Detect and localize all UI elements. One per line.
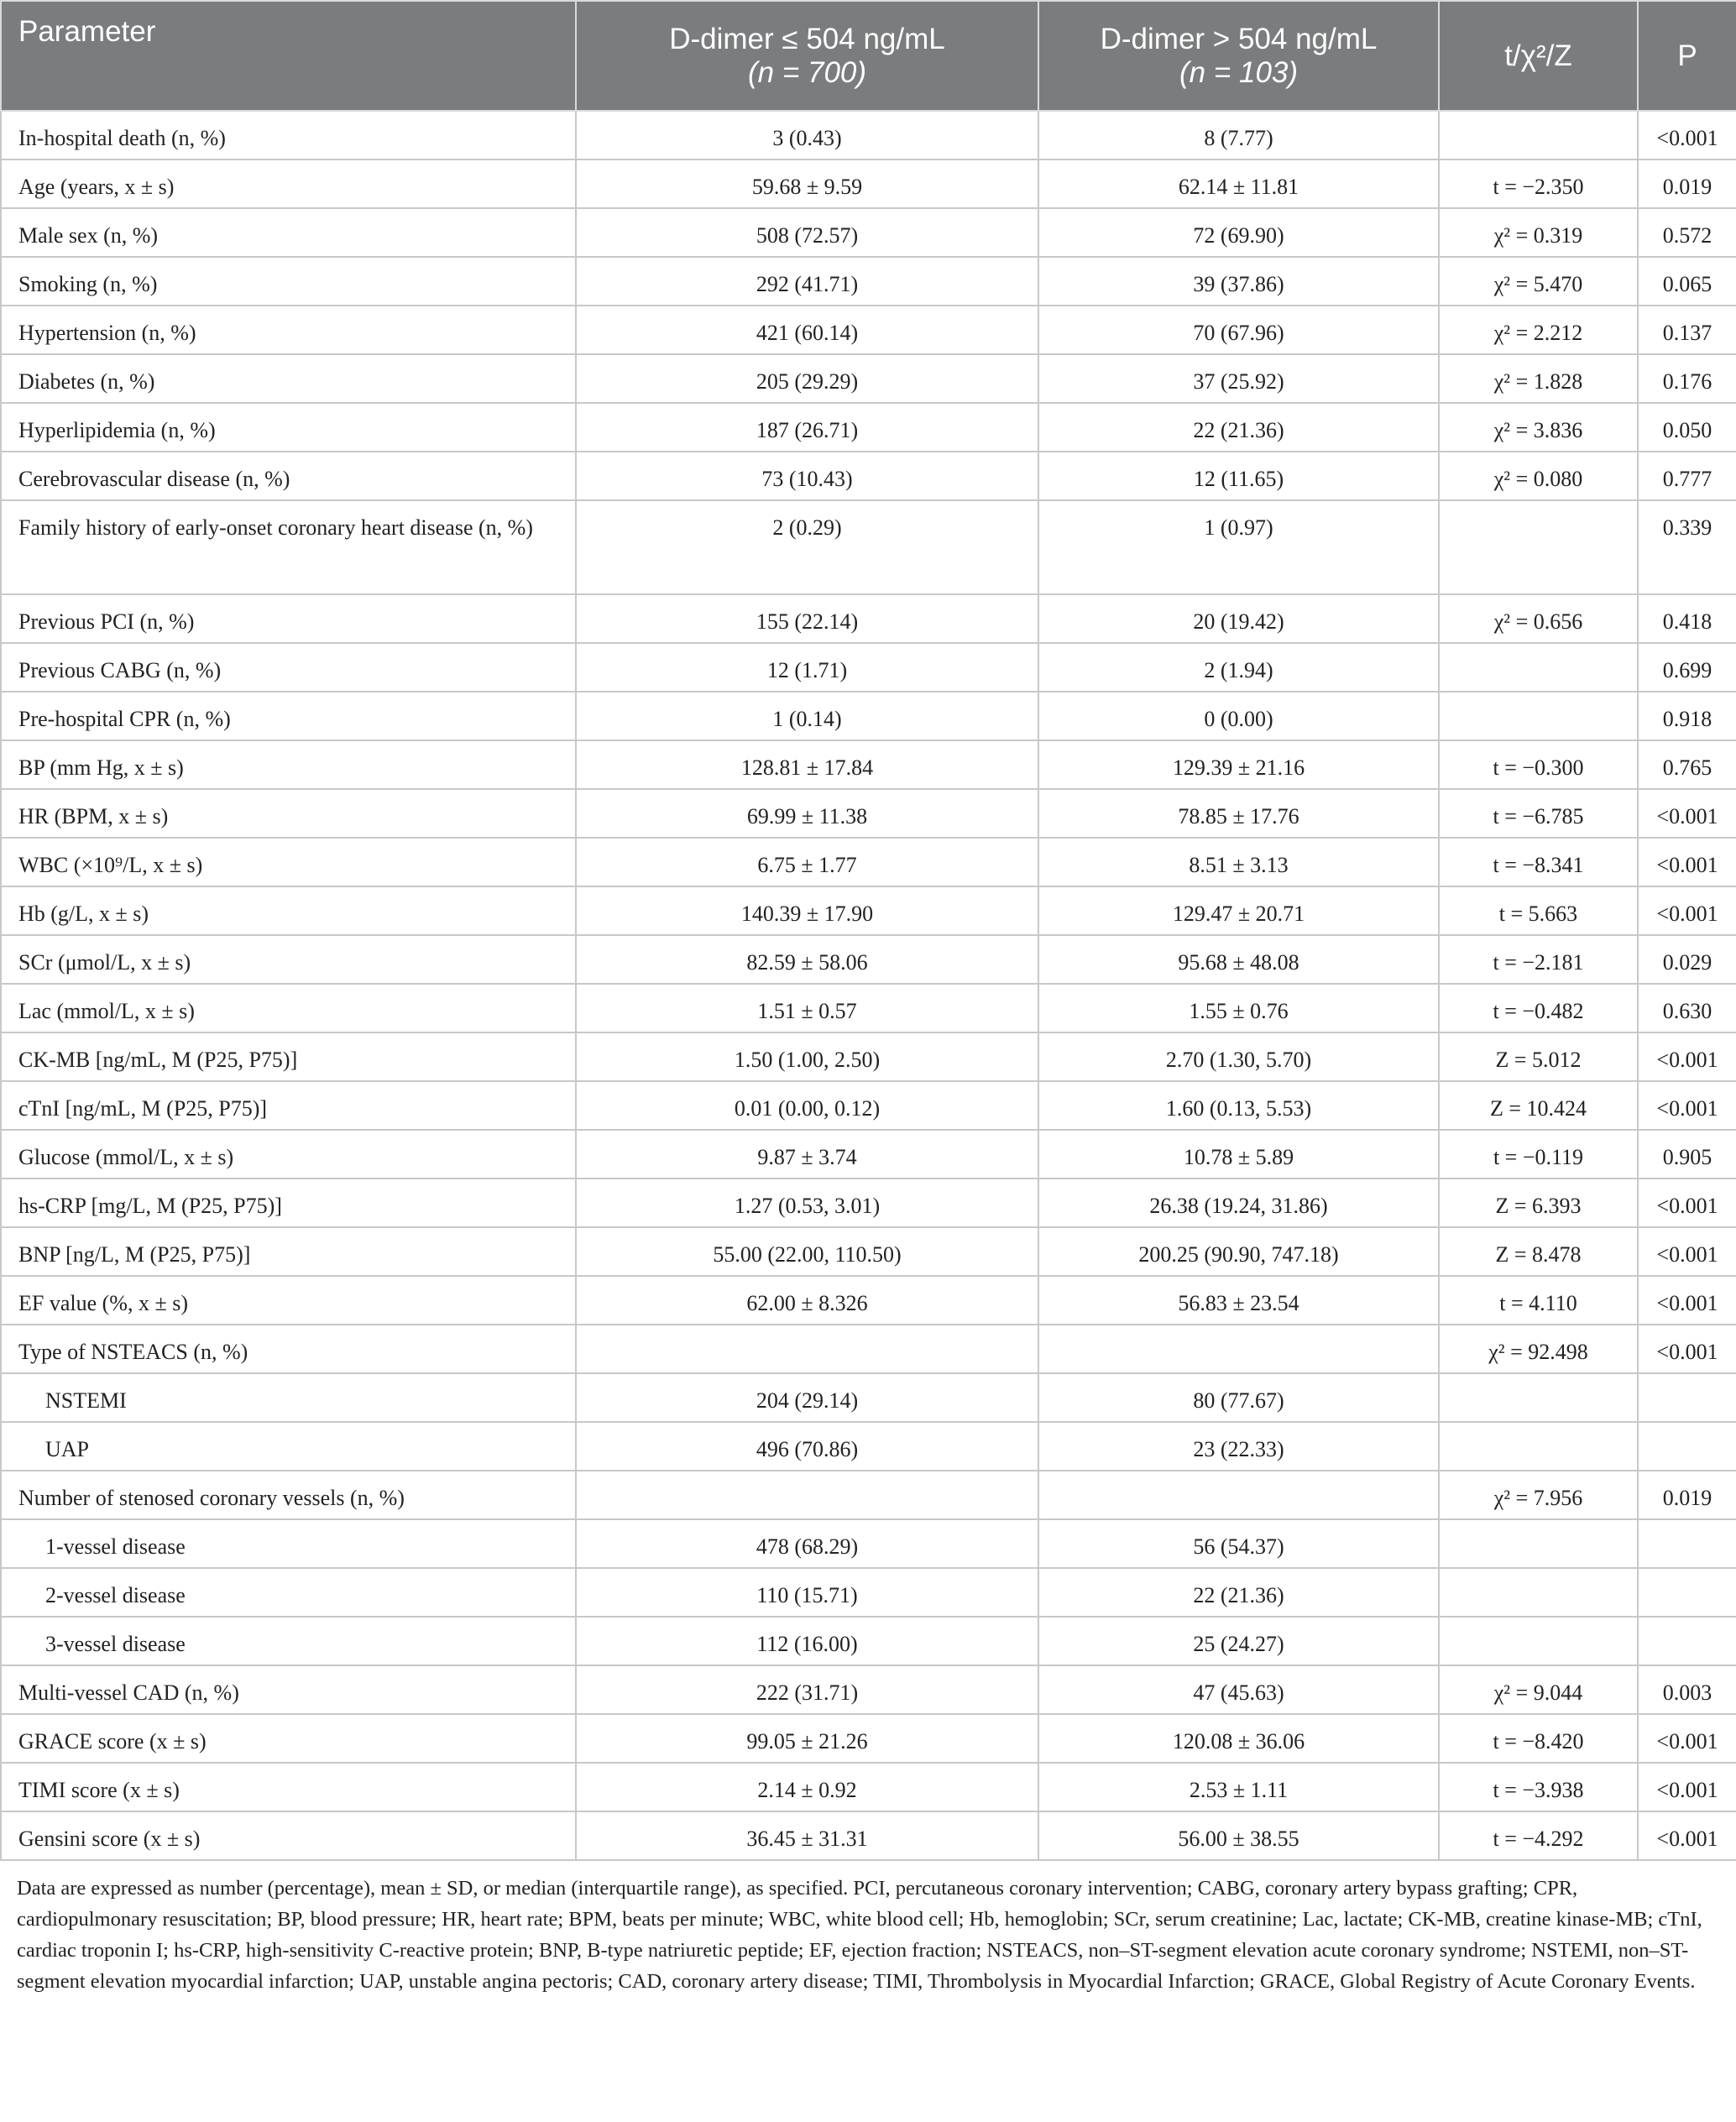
high-ddimer-value-cell: 80 (77.67) — [1038, 1373, 1439, 1422]
test-statistic-cell: χ² = 9.044 — [1439, 1665, 1638, 1714]
test-statistic-cell — [1439, 111, 1638, 159]
p-value-cell: 0.137 — [1638, 306, 1736, 354]
table-row — [1, 306, 1736, 354]
table-header — [1, 1, 1736, 111]
test-statistic-cell — [1439, 1373, 1638, 1422]
p-value-cell: <0.001 — [1638, 1325, 1736, 1373]
high-ddimer-value-cell: 70 (67.96) — [1038, 306, 1439, 354]
test-statistic-cell: Z = 6.393 — [1439, 1179, 1638, 1227]
table-row — [1, 1422, 1736, 1471]
p-value-cell: <0.001 — [1638, 838, 1736, 886]
high-ddimer-value-cell: 56.00 ± 38.55 — [1038, 1811, 1439, 1860]
test-statistic-cell: χ² = 5.470 — [1439, 257, 1638, 306]
parameter-cell: cTnI [ng/mL, M (P25, P75)] — [1, 1081, 576, 1130]
low-ddimer-value-cell: 478 (68.29) — [576, 1519, 1038, 1568]
table-row — [1, 354, 1736, 403]
parameter-cell: Hyperlipidemia (n, %) — [1, 403, 576, 452]
low-ddimer-value-cell: 140.39 ± 17.90 — [576, 886, 1038, 935]
p-value-cell: <0.001 — [1638, 1032, 1736, 1081]
test-statistic-cell — [1439, 1617, 1638, 1665]
p-value-cell: <0.001 — [1638, 886, 1736, 935]
test-statistic-cell: t = 4.110 — [1439, 1276, 1638, 1325]
low-ddimer-value-cell: 204 (29.14) — [576, 1373, 1038, 1422]
p-value-cell: 0.029 — [1638, 935, 1736, 984]
parameter-cell: WBC (×10⁹/L, x ± s) — [1, 838, 576, 886]
p-value-cell: <0.001 — [1638, 1276, 1736, 1325]
high-ddimer-value-cell: 2.53 ± 1.11 — [1038, 1763, 1439, 1811]
table-row — [1, 935, 1736, 984]
high-ddimer-value-cell: 1.55 ± 0.76 — [1038, 984, 1439, 1032]
table-row — [1, 1130, 1736, 1179]
table-row — [1, 208, 1736, 257]
test-statistic-cell — [1439, 643, 1638, 692]
test-statistic-cell: t = −8.420 — [1439, 1714, 1638, 1763]
p-value-cell: 0.065 — [1638, 257, 1736, 306]
p-value-cell: 0.699 — [1638, 643, 1736, 692]
table-row — [1, 1519, 1736, 1568]
table-row — [1, 1763, 1736, 1811]
test-statistic-cell: t = −3.938 — [1439, 1763, 1638, 1811]
low-ddimer-value-cell: 82.59 ± 58.06 — [576, 935, 1038, 984]
parameter-cell: Pre-hospital CPR (n, %) — [1, 692, 576, 740]
table-row — [1, 789, 1736, 838]
low-ddimer-value-cell: 6.75 ± 1.77 — [576, 838, 1038, 886]
high-ddimer-value-cell: 20 (19.42) — [1038, 594, 1439, 643]
table-row — [1, 111, 1736, 159]
high-ddimer-value-cell: 78.85 ± 17.76 — [1038, 789, 1439, 838]
test-statistic-cell: χ² = 0.319 — [1439, 208, 1638, 257]
high-ddimer-value-cell: 62.14 ± 11.81 — [1038, 159, 1439, 208]
test-statistic-cell — [1439, 1422, 1638, 1471]
p-value-cell: <0.001 — [1638, 1763, 1736, 1811]
table-footnote: Data are expressed as number (percentage), mean ± SD, or median (interquartile range), as specified. PCI, percutaneous coronary intervention; CABG, coronary artery bypass grafting; CPR, cardiopulmonary resuscitation; BP, blood pressure; HR, heart rate; BPM, beats per minute; WBC, white blood cell; Hb, hemoglobin; SCr, serum creatinine; Lac, lactate; CK-MB, creatine kinase-MB; cTnI, cardiac troponin I; hs-CRP, high-sensitivity C-reactive protein; BNP, B-type natriuretic peptide; EF, ejection fraction; NSTEACS, non–ST-segment elevation acute coronary syndrome; NSTEMI, non–ST-segment elevation myocardial infarction; UAP, unstable angina pectoris; CAD, coronary artery disease; TIMI, Thrombolysis in Myocardial Infarction; GRACE, Global Registry of Acute Coronary Events. — [17, 1877, 1702, 1993]
table-row — [1, 1179, 1736, 1227]
parameter-cell: Glucose (mmol/L, x ± s) — [1, 1130, 576, 1179]
p-value-cell — [1638, 1422, 1736, 1471]
table-row — [1, 1276, 1736, 1325]
parameter-cell: Lac (mmol/L, x ± s) — [1, 984, 576, 1032]
p-value-cell: 0.418 — [1638, 594, 1736, 643]
p-value-cell: <0.001 — [1638, 1081, 1736, 1130]
header-high-ddimer-n: (n = 103) — [1179, 55, 1299, 89]
parameter-cell: BNP [ng/L, M (P25, P75)] — [1, 1227, 576, 1276]
low-ddimer-value-cell: 508 (72.57) — [576, 208, 1038, 257]
test-statistic-cell: t = −2.181 — [1439, 935, 1638, 984]
high-ddimer-value-cell: 8 (7.77) — [1038, 111, 1439, 159]
high-ddimer-value-cell: 56 (54.37) — [1038, 1519, 1439, 1568]
table-row — [1, 452, 1736, 500]
parameter-cell: TIMI score (x ± s) — [1, 1763, 576, 1811]
low-ddimer-value-cell: 421 (60.14) — [576, 306, 1038, 354]
low-ddimer-value-cell — [576, 1325, 1038, 1373]
p-value-cell: <0.001 — [1638, 1227, 1736, 1276]
parameter-cell: SCr (μmol/L, x ± s) — [1, 935, 576, 984]
p-value-cell: 0.050 — [1638, 403, 1736, 452]
table-row — [1, 1081, 1736, 1130]
test-statistic-cell: χ² = 3.836 — [1439, 403, 1638, 452]
test-statistic-cell: t = −4.292 — [1439, 1811, 1638, 1860]
header-parameter: Parameter — [1, 1, 576, 111]
high-ddimer-value-cell: 200.25 (90.90, 747.18) — [1038, 1227, 1439, 1276]
test-statistic-cell: Z = 10.424 — [1439, 1081, 1638, 1130]
parameter-cell: 1-vessel disease — [1, 1519, 576, 1568]
parameter-cell: Diabetes (n, %) — [1, 354, 576, 403]
table-row — [1, 1568, 1736, 1617]
p-value-cell: 0.003 — [1638, 1665, 1736, 1714]
parameter-cell: Gensini score (x ± s) — [1, 1811, 576, 1860]
p-value-cell: 0.918 — [1638, 692, 1736, 740]
low-ddimer-value-cell: 3 (0.43) — [576, 111, 1038, 159]
header-row — [1, 1, 1736, 111]
table-row — [1, 500, 1736, 594]
p-value-cell — [1638, 1617, 1736, 1665]
parameter-cell: Multi-vessel CAD (n, %) — [1, 1665, 576, 1714]
table-row — [1, 643, 1736, 692]
low-ddimer-value-cell: 62.00 ± 8.326 — [576, 1276, 1038, 1325]
high-ddimer-value-cell: 37 (25.92) — [1038, 354, 1439, 403]
table-row — [1, 1227, 1736, 1276]
parameter-cell: Smoking (n, %) — [1, 257, 576, 306]
table-row — [1, 740, 1736, 789]
p-value-cell — [1638, 1373, 1736, 1422]
high-ddimer-value-cell: 22 (21.36) — [1038, 403, 1439, 452]
parameter-cell: 2-vessel disease — [1, 1568, 576, 1617]
low-ddimer-value-cell: 99.05 ± 21.26 — [576, 1714, 1038, 1763]
parameter-cell: Number of stenosed coronary vessels (n, %) — [1, 1471, 576, 1519]
parameter-cell: Family history of early-onset coronary heart disease (n, %) — [1, 500, 576, 594]
table-row — [1, 886, 1736, 935]
test-statistic-cell: χ² = 92.498 — [1439, 1325, 1638, 1373]
header-low-ddimer-n: (n = 700) — [747, 55, 867, 89]
table-body — [1, 111, 1736, 1860]
header-low-ddimer-label: D-dimer ≤ 504 ng/mL — [669, 22, 945, 55]
parameter-cell: Type of NSTEACS (n, %) — [1, 1325, 576, 1373]
parameter-cell: 3-vessel disease — [1, 1617, 576, 1665]
low-ddimer-value-cell: 1.27 (0.53, 3.01) — [576, 1179, 1038, 1227]
low-ddimer-value-cell: 2.14 ± 0.92 — [576, 1763, 1038, 1811]
p-value-cell: <0.001 — [1638, 111, 1736, 159]
header-high-ddimer-group — [1038, 1, 1439, 111]
high-ddimer-value-cell: 129.47 ± 20.71 — [1038, 886, 1439, 935]
test-statistic-cell: χ² = 0.080 — [1439, 452, 1638, 500]
low-ddimer-value-cell: 187 (26.71) — [576, 403, 1038, 452]
parameter-cell: Age (years, x ± s) — [1, 159, 576, 208]
low-ddimer-value-cell: 128.81 ± 17.84 — [576, 740, 1038, 789]
table-row — [1, 1811, 1736, 1860]
table-row — [1, 403, 1736, 452]
p-value-cell: <0.001 — [1638, 789, 1736, 838]
header-low-ddimer-group — [576, 1, 1038, 111]
table-row — [1, 1373, 1736, 1422]
low-ddimer-value-cell — [576, 1471, 1038, 1519]
high-ddimer-value-cell: 12 (11.65) — [1038, 452, 1439, 500]
low-ddimer-value-cell: 0.01 (0.00, 0.12) — [576, 1081, 1038, 1130]
low-ddimer-value-cell: 73 (10.43) — [576, 452, 1038, 500]
high-ddimer-value-cell: 56.83 ± 23.54 — [1038, 1276, 1439, 1325]
test-statistic-cell: χ² = 0.656 — [1439, 594, 1638, 643]
parameter-cell: Previous CABG (n, %) — [1, 643, 576, 692]
p-value-cell: 0.777 — [1638, 452, 1736, 500]
p-value-cell: 0.765 — [1638, 740, 1736, 789]
high-ddimer-value-cell: 39 (37.86) — [1038, 257, 1439, 306]
table-row — [1, 838, 1736, 886]
low-ddimer-value-cell: 205 (29.29) — [576, 354, 1038, 403]
table-row — [1, 1714, 1736, 1763]
low-ddimer-value-cell: 69.99 ± 11.38 — [576, 789, 1038, 838]
low-ddimer-value-cell: 9.87 ± 3.74 — [576, 1130, 1038, 1179]
low-ddimer-value-cell: 2 (0.29) — [576, 500, 1038, 594]
table-row — [1, 1032, 1736, 1081]
table-row — [1, 692, 1736, 740]
low-ddimer-value-cell: 110 (15.71) — [576, 1568, 1038, 1617]
high-ddimer-value-cell: 8.51 ± 3.13 — [1038, 838, 1439, 886]
high-ddimer-value-cell — [1038, 1325, 1439, 1373]
test-statistic-cell: Z = 5.012 — [1439, 1032, 1638, 1081]
parameter-cell: Previous PCI (n, %) — [1, 594, 576, 643]
high-ddimer-value-cell: 2 (1.94) — [1038, 643, 1439, 692]
high-ddimer-value-cell: 72 (69.90) — [1038, 208, 1439, 257]
p-value-cell: 0.176 — [1638, 354, 1736, 403]
low-ddimer-value-cell: 292 (41.71) — [576, 257, 1038, 306]
high-ddimer-value-cell — [1038, 1471, 1439, 1519]
p-value-cell: 0.630 — [1638, 984, 1736, 1032]
test-statistic-cell: χ² = 2.212 — [1439, 306, 1638, 354]
low-ddimer-value-cell: 222 (31.71) — [576, 1665, 1038, 1714]
high-ddimer-value-cell: 23 (22.33) — [1038, 1422, 1439, 1471]
header-test-statistic: t/χ²/Z — [1439, 1, 1638, 111]
high-ddimer-value-cell: 95.68 ± 48.08 — [1038, 935, 1439, 984]
test-statistic-cell: t = −2.350 — [1439, 159, 1638, 208]
p-value-cell: 0.339 — [1638, 500, 1736, 594]
parameter-cell: GRACE score (x ± s) — [1, 1714, 576, 1763]
high-ddimer-value-cell: 1 (0.97) — [1038, 500, 1439, 594]
low-ddimer-value-cell: 1.50 (1.00, 2.50) — [576, 1032, 1038, 1081]
table-row — [1, 1665, 1736, 1714]
parameter-cell: EF value (%, x ± s) — [1, 1276, 576, 1325]
parameter-cell: NSTEMI — [1, 1373, 576, 1422]
parameter-cell: In-hospital death (n, %) — [1, 111, 576, 159]
parameter-cell: HR (BPM, x ± s) — [1, 789, 576, 838]
header-p-value: P — [1638, 1, 1736, 111]
test-statistic-cell: t = −6.785 — [1439, 789, 1638, 838]
parameter-cell: Cerebrovascular disease (n, %) — [1, 452, 576, 500]
low-ddimer-value-cell: 155 (22.14) — [576, 594, 1038, 643]
test-statistic-cell — [1439, 1519, 1638, 1568]
test-statistic-cell: χ² = 1.828 — [1439, 354, 1638, 403]
low-ddimer-value-cell: 1 (0.14) — [576, 692, 1038, 740]
test-statistic-cell: t = −0.300 — [1439, 740, 1638, 789]
test-statistic-cell — [1439, 692, 1638, 740]
test-statistic-cell: t = −0.482 — [1439, 984, 1638, 1032]
test-statistic-cell: t = −0.119 — [1439, 1130, 1638, 1179]
test-statistic-cell — [1439, 1568, 1638, 1617]
test-statistic-cell: χ² = 7.956 — [1439, 1471, 1638, 1519]
low-ddimer-value-cell: 112 (16.00) — [576, 1617, 1038, 1665]
high-ddimer-value-cell: 129.39 ± 21.16 — [1038, 740, 1439, 789]
p-value-cell — [1638, 1519, 1736, 1568]
table-row — [1, 1617, 1736, 1665]
parameter-cell: CK-MB [ng/mL, M (P25, P75)] — [1, 1032, 576, 1081]
high-ddimer-value-cell: 47 (45.63) — [1038, 1665, 1439, 1714]
high-ddimer-value-cell: 120.08 ± 36.06 — [1038, 1714, 1439, 1763]
parameter-cell: Hb (g/L, x ± s) — [1, 886, 576, 935]
high-ddimer-value-cell: 22 (21.36) — [1038, 1568, 1439, 1617]
low-ddimer-value-cell: 36.45 ± 31.31 — [576, 1811, 1038, 1860]
p-value-cell: <0.001 — [1638, 1714, 1736, 1763]
low-ddimer-value-cell: 496 (70.86) — [576, 1422, 1038, 1471]
table-row — [1, 594, 1736, 643]
test-statistic-cell: t = 5.663 — [1439, 886, 1638, 935]
low-ddimer-value-cell: 55.00 (22.00, 110.50) — [576, 1227, 1038, 1276]
table-row — [1, 1325, 1736, 1373]
parameter-cell: Male sex (n, %) — [1, 208, 576, 257]
test-statistic-cell — [1439, 500, 1638, 594]
parameter-cell: UAP — [1, 1422, 576, 1471]
high-ddimer-value-cell: 10.78 ± 5.89 — [1038, 1130, 1439, 1179]
p-value-cell: 0.572 — [1638, 208, 1736, 257]
header-high-ddimer-label: D-dimer > 504 ng/mL — [1100, 22, 1378, 55]
parameter-cell: Hypertension (n, %) — [1, 306, 576, 354]
p-value-cell: 0.019 — [1638, 1471, 1736, 1519]
high-ddimer-value-cell: 25 (24.27) — [1038, 1617, 1439, 1665]
parameter-cell: hs-CRP [mg/L, M (P25, P75)] — [1, 1179, 576, 1227]
table-row — [1, 984, 1736, 1032]
low-ddimer-value-cell: 1.51 ± 0.57 — [576, 984, 1038, 1032]
test-statistic-cell: t = −8.341 — [1439, 838, 1638, 886]
p-value-cell: 0.019 — [1638, 159, 1736, 208]
p-value-cell: 0.905 — [1638, 1130, 1736, 1179]
p-value-cell: <0.001 — [1638, 1179, 1736, 1227]
low-ddimer-value-cell: 59.68 ± 9.59 — [576, 159, 1038, 208]
low-ddimer-value-cell: 12 (1.71) — [576, 643, 1038, 692]
table-row — [1, 159, 1736, 208]
table-row — [1, 1471, 1736, 1519]
high-ddimer-value-cell: 1.60 (0.13, 5.53) — [1038, 1081, 1439, 1130]
p-value-cell — [1638, 1568, 1736, 1617]
high-ddimer-value-cell: 0 (0.00) — [1038, 692, 1439, 740]
high-ddimer-value-cell: 2.70 (1.30, 5.70) — [1038, 1032, 1439, 1081]
p-value-cell: <0.001 — [1638, 1811, 1736, 1860]
parameter-cell: BP (mm Hg, x ± s) — [1, 740, 576, 789]
test-statistic-cell: Z = 8.478 — [1439, 1227, 1638, 1276]
high-ddimer-value-cell: 26.38 (19.24, 31.86) — [1038, 1179, 1439, 1227]
table-row — [1, 257, 1736, 306]
